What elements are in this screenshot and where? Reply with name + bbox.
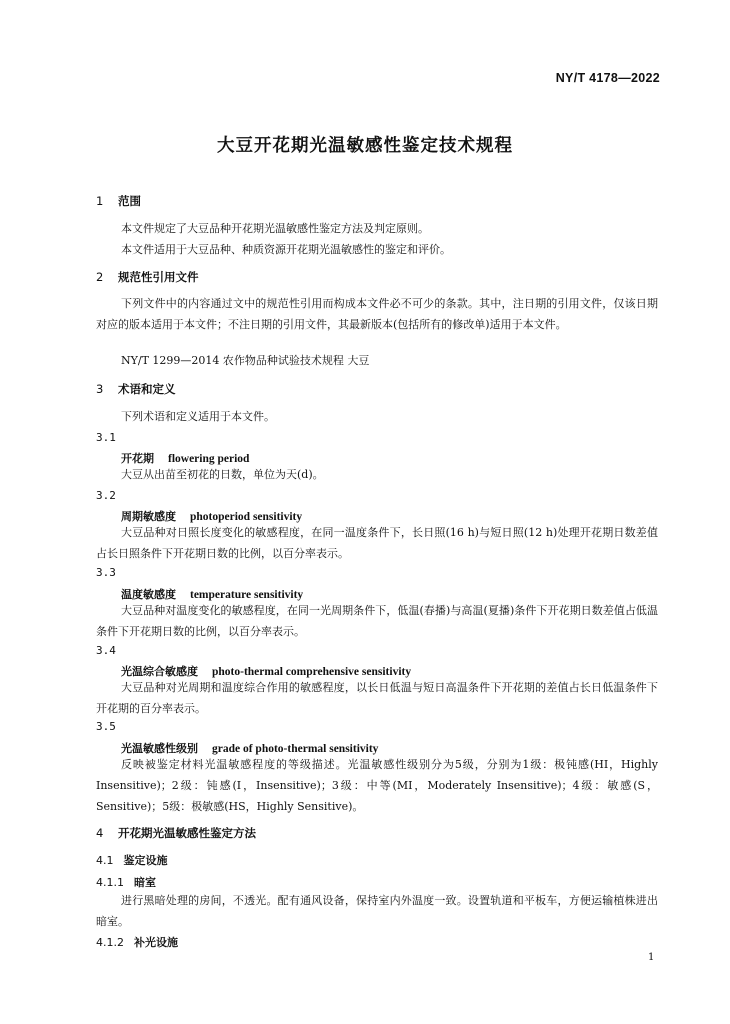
term-chinese: 周期敏感度 <box>121 510 176 523</box>
subsection-4-1-1-heading <box>96 874 156 890</box>
term-number: 3.3 <box>96 566 116 579</box>
section-3-intro: 下列术语和定义适用于本文件。 <box>121 410 275 423</box>
section-3-heading <box>96 381 176 397</box>
term-definition: 大豆品种对日照长度变化的敏感程度，在同一温度条件下，长日照(16 h)与短日照(12 h)处理开花期日数差值占长日照条件下开花期日数的比例，以百分率表示。 <box>96 526 658 560</box>
subsection-title: 鉴定设施 <box>123 854 168 867</box>
section-2-para-1: 下列文件中的内容通过文中的规范性引用而构成本文件必不可少的条款。其中，注日期的引用文件，仅该日期对应的版本适用于本文件；不注日期的引用文件，其最新版本(包括所有的修改单)适用于本文件。 <box>96 297 658 331</box>
section-title: 开花期光温敏感性鉴定方法 <box>118 826 256 840</box>
section-2-heading <box>96 269 199 285</box>
subsection-title: 补光设施 <box>134 936 178 949</box>
document-title: 大豆开花期光温敏感性鉴定技术规程 <box>217 136 513 156</box>
section-1-heading <box>96 193 141 209</box>
section-title: 规范性引用文件 <box>118 270 199 284</box>
subsection-number: 4.1.1 <box>96 876 124 889</box>
term-english: grade of photo-thermal sensitivity <box>212 743 379 755</box>
page-number: 1 <box>648 952 655 963</box>
section-4-heading <box>96 825 256 841</box>
subsection-4-1-1-para: 进行黑暗处理的房间，不透光。配有通风设备，保持室内外温度一致。设置轨道和平板车，方便运输植株进出暗室。 <box>96 894 658 928</box>
term-definition: 大豆从出苗至初花的日数，单位为天(d)。 <box>121 468 324 481</box>
section-1-para-1: 本文件规定了大豆品种开花期光温敏感性鉴定方法及判定原则。 <box>121 222 429 235</box>
section-number: 4 <box>96 826 104 840</box>
term-english: photo-thermal comprehensive sensitivity <box>212 666 412 678</box>
term-number: 3.4 <box>96 644 116 657</box>
section-number: 1 <box>96 194 104 208</box>
standard-code: NY/T 4178—2022 <box>555 71 660 85</box>
section-title: 术语和定义 <box>118 382 176 396</box>
term-number: 3.2 <box>96 489 116 502</box>
section-1-para-2: 本文件适用于大豆品种、种质资源开花期光温敏感性的鉴定和评价。 <box>121 243 451 256</box>
term-definition: 大豆品种对温度变化的敏感程度，在同一光周期条件下，低温(春播)与高温(夏播)条件下开花期日数差值占低温条件下开花期日数的比例，以百分率表示。 <box>96 604 658 638</box>
term-english: photoperiod sensitivity <box>190 511 303 523</box>
subsection-title: 暗室 <box>134 876 156 889</box>
term-english: flowering period <box>168 453 250 465</box>
subsection-4-1-2-heading <box>96 934 178 950</box>
term-definition: 大豆品种对光周期和温度综合作用的敏感程度，以长日低温与短日高温条件下开花期的差值占长日低温条件下开花期的百分率表示。 <box>96 681 658 715</box>
term-number: 3.5 <box>96 720 116 733</box>
subsection-4-1-heading <box>96 852 168 868</box>
term-chinese: 温度敏感度 <box>121 588 176 601</box>
term-chinese: 光温综合敏感度 <box>121 665 198 678</box>
normative-reference: NY/T 1299—2014 农作物品种试验技术规程 大豆 <box>121 354 370 367</box>
term-chinese: 光温敏感性级别 <box>121 742 198 755</box>
section-number: 2 <box>96 270 104 284</box>
subsection-number: 4.1 <box>96 854 114 867</box>
term-definition: 反映被鉴定材料光温敏感程度的等级描述。光温敏感性级别分为5级，分别为1级：极钝感(HI，Highly Insensitive)；2级：钝感(I，Insensitive)；3级：中等(MI，Moderately Insensitive)；4级：敏感(S，Sensitive)；5级：极敏感(HS，Highly Sensitive)。 <box>96 758 658 813</box>
subsection-number: 4.1.2 <box>96 936 124 949</box>
section-number: 3 <box>96 382 104 396</box>
term-number: 3.1 <box>96 431 116 444</box>
term-english: temperature sensitivity <box>190 589 304 601</box>
term-chinese: 开花期 <box>121 452 154 465</box>
section-title: 范围 <box>118 194 141 208</box>
